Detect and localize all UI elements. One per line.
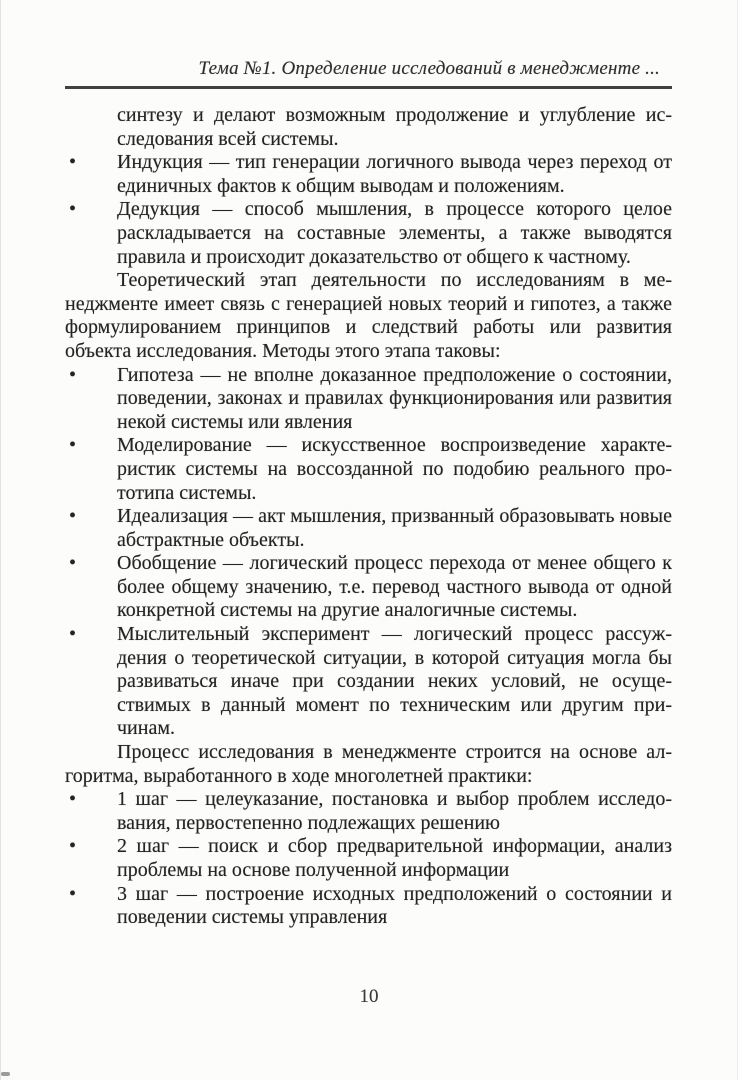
bullet-text: 2 шаг — поиск и сбор предварительной информации, анализ проблемы на основе полученной информации (117, 835, 672, 881)
bullet-text: Дедукция — способ мышления, в процессе которого целое раскладывается на составные элементы, а также выводятся правила и происходит доказательство от общего к частному. (117, 198, 672, 268)
paragraph: Теоретический этап деятельности по исследованиям в менеджменте имеет связь с генерацией новых теорий и гипотез, а также формулированием принципов и следствий работы или развития объекта исследования. Методы этого этапа таковы: (65, 269, 672, 362)
paragraph: Процесс исследования в менеджменте строится на основе алгоритма, выработанного в ходе многолетней практики: (65, 741, 672, 787)
bullet-item (65, 364, 672, 435)
running-head: Тема №1. Определение исследований в менеджменте ... (198, 58, 660, 79)
scan-artifact (1, 1072, 10, 1076)
bullet-text: Идеализация — акт мышления, призванный образовывать новые абстрактные объекты. (117, 505, 672, 551)
bullet-text: Индукция — тип генерации логичного вывода через переход от единичных фактов к общим выводам и положениям. (117, 151, 672, 197)
bullet-item (65, 835, 672, 882)
bullet-item (65, 151, 672, 198)
bullet-marker-icon: • (69, 505, 77, 528)
page-number: 10 (359, 986, 379, 1007)
continuation-paragraph: синтезу и делают возможным продолжение и углубление исследования всей системы. (117, 104, 672, 150)
page-header (65, 58, 672, 89)
bullet-item (65, 883, 672, 930)
bullet-item (65, 505, 672, 552)
bullet-item (65, 552, 672, 623)
bullet-marker-icon: • (69, 788, 77, 811)
bullet-marker-icon: • (69, 623, 77, 646)
bullet-marker-icon: • (69, 198, 77, 221)
page-footer (0, 986, 738, 1008)
bullet-item (65, 198, 672, 269)
bullet-marker-icon: • (69, 835, 77, 858)
bullet-marker-icon: • (69, 151, 77, 174)
bullet-marker-icon: • (69, 552, 77, 575)
bullet-text: Мыслительный эксперимент — логический процесс рассуждения о теоретической ситуации, в которой ситуация могла бы развиваться иначе при создании неких условий, не осуществимых в данный момент по техническим или другим причинам. (117, 623, 672, 740)
bullet-text: Обобщение — логический процесс перехода от менее общего к более общему значению, т.е. перевод частного вывода от одной конкретной системы на другие аналогичные системы. (117, 552, 672, 622)
bullet-text: Гипотеза — не вполне доказанное предположение о состоянии, поведении, законах и правилах функционирования или развития некой системы или явления (117, 363, 672, 433)
bullet-text: Моделирование — искусственное воспроизведение характеристик системы на воссозданной по подобию реального прототипа системы. (117, 434, 672, 504)
bullet-text: 1 шаг — целеуказание, постановка и выбор проблем исследования, первостепенно подлежащих решению (117, 788, 672, 834)
bullet-item (65, 623, 672, 741)
bullet-text: 3 шаг — построение исходных предположений о состоянии и поведении системы управления (117, 882, 672, 929)
bullet-marker-icon: • (69, 363, 77, 386)
bullet-marker-icon: • (69, 882, 77, 905)
bullet-marker-icon: • (69, 434, 77, 457)
bullet-item (65, 788, 672, 835)
page-body (65, 104, 672, 930)
bullet-item (65, 434, 672, 505)
